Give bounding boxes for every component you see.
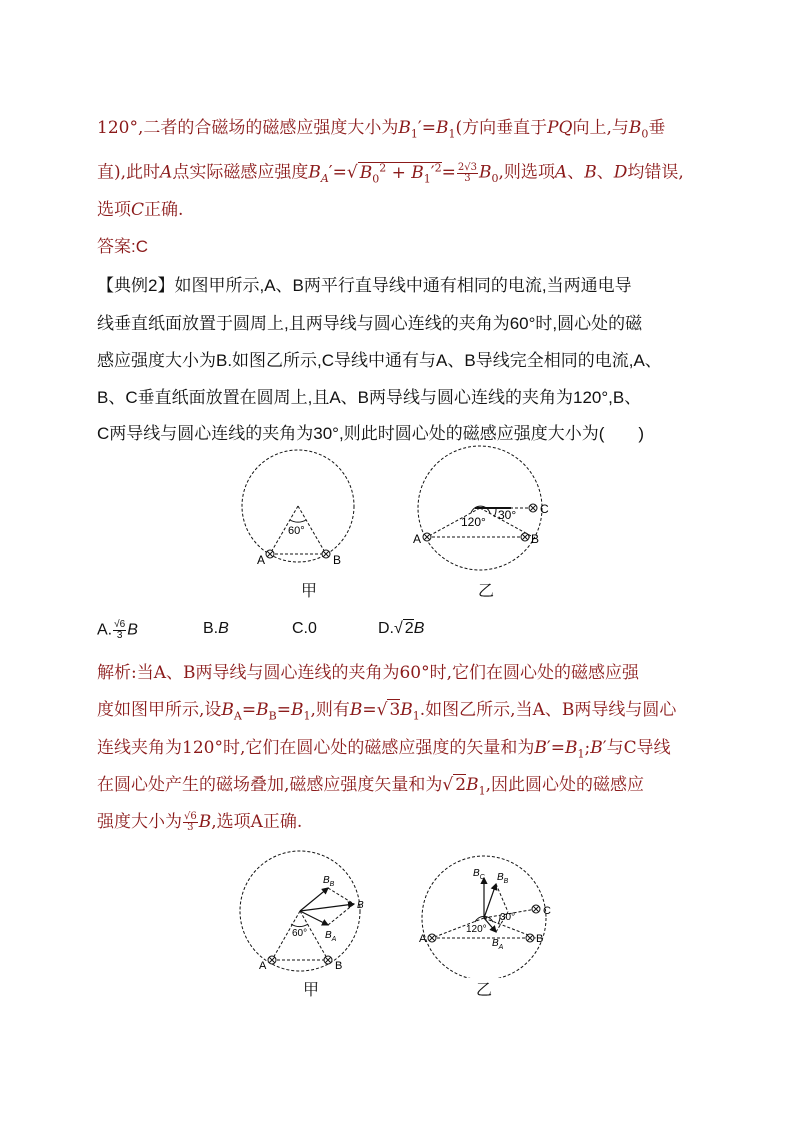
analysis-line2: 度如图甲所示,设$B_A=B_B=B_1$,则有B=√ $3B_1$.如图乙所示,当A、B两导线与圆心 <box>97 700 677 723</box>
frac-num: 2√3 <box>457 161 478 173</box>
text: ; <box>584 738 591 758</box>
vector-bb-letter: B <box>497 872 504 883</box>
example-line4: B、C垂直纸面放置在圆周上,且A、B两导线与圆心连线的夹角为120°,B、 <box>97 388 642 407</box>
option-var: B <box>218 620 229 637</box>
analysis-line3: 连线夹角为120°时,它们在圆心处的磁感应强度的矢量和为$B'=B_1;B'$与C导线 <box>97 738 671 761</box>
label-c: C <box>543 905 551 917</box>
label-a: A <box>257 553 266 567</box>
wire-a-icon <box>423 533 431 541</box>
vector-ba-label: $B_A$ <box>492 938 504 951</box>
text: 向上,与 <box>572 118 629 138</box>
answer-label: 答案: <box>97 237 136 256</box>
option-value: 0 <box>308 620 317 637</box>
vector-ba-letter: B <box>325 930 332 941</box>
option-radicand: 2 <box>404 620 414 637</box>
option-c[interactable] <box>292 620 317 638</box>
vector-b-label: B <box>357 900 364 911</box>
text: PQ <box>547 118 573 138</box>
figure-top-yi <box>413 446 549 570</box>
text: ,则选项 <box>498 162 555 183</box>
text: 连线夹角为120°时,它们在圆心处的磁感应强度的矢量和为 <box>97 738 535 758</box>
caption-yi: 乙 <box>478 581 495 600</box>
frac-den: 3 <box>187 822 194 833</box>
text: 如图甲所示,A、B两平行直导线中通有相同的电流,当两通电导 <box>174 276 632 295</box>
wire-c-icon <box>532 905 540 913</box>
prev-solution-line2: 直),此时A点实际磁感应强度$B_A'=√$ $B_0^2 + B_1'^2=$ $\frac{2√3}{3}$ $B_0$,则选项A、B、D均错误, <box>97 161 684 186</box>
text: 选项 <box>97 200 131 220</box>
wire-b-icon <box>521 533 529 541</box>
wire-a-icon <box>266 550 274 558</box>
wire-b-icon <box>324 956 332 964</box>
text: 直),此时 <box>97 162 161 183</box>
label-a: A <box>413 532 422 546</box>
text: 度如图甲所示,设 <box>97 700 222 720</box>
text: ,选项A正确. <box>211 812 303 832</box>
example-line2: 线垂直纸面放置于圆周上,且两导线与圆心连线的夹角为60°时,圆心处的磁 <box>97 314 643 333</box>
vector-ba-letter: B <box>492 938 499 949</box>
text: 正确. <box>144 200 184 220</box>
option-a[interactable] <box>97 620 138 641</box>
label-a: A <box>419 933 427 945</box>
text: 与C导线 <box>606 738 671 758</box>
figure-bottom-jia <box>240 851 364 972</box>
wire-a-icon <box>428 934 436 942</box>
text: 、 <box>596 162 614 183</box>
caption-jia-bottom: 甲 <box>303 980 320 999</box>
label-a: A <box>259 960 267 972</box>
label-b: B <box>335 960 343 972</box>
prev-solution-line1: 120°,二者的合磁场的磁感应强度大小为$B_1'=B_1$(方向垂直于PQ向上,与$B_0$垂 <box>97 118 666 141</box>
option-label: C. <box>292 620 308 637</box>
text: C <box>131 200 145 220</box>
vector-bb-label: $B_B$ <box>497 872 509 885</box>
angle-label: 60° <box>288 525 305 537</box>
analysis-line4: 在圆心处产生的磁场叠加,磁感应强度矢量和为√ $2B_1$,因此圆心处的磁感应 <box>97 775 644 798</box>
text: D <box>613 162 628 183</box>
figure-top <box>230 445 570 580</box>
vector-bb <box>484 884 496 918</box>
parallelogram-edge <box>496 884 508 912</box>
option-label: A. <box>97 621 113 639</box>
vector-bb-letter: B <box>323 875 330 886</box>
text: 垂 <box>648 118 666 138</box>
example-line1 <box>97 274 632 298</box>
label-c: C <box>540 502 549 516</box>
wire-a-icon <box>268 956 276 964</box>
option-var: B <box>127 621 138 639</box>
frac-num: √6 <box>114 619 126 630</box>
prev-solution-line3 <box>97 198 183 222</box>
vector-ba <box>300 911 328 925</box>
frac-den: 3 <box>116 630 123 641</box>
angle-label-120: 120° <box>466 924 487 935</box>
fraction <box>113 620 126 641</box>
vector-ba-label: $B_A$ <box>325 930 337 943</box>
text: 120°,二者的合磁场的磁感应强度大小为 <box>97 118 399 138</box>
option-label: D. <box>378 620 394 637</box>
fraction <box>457 163 478 184</box>
figure-bottom-yi <box>419 856 551 978</box>
example-title: 【典例2】 <box>97 276 175 295</box>
vector-bb-label: $B_B$ <box>323 875 335 888</box>
fraction <box>183 812 198 833</box>
frac-num: √6 <box>184 811 197 822</box>
label-b: B <box>333 553 342 567</box>
option-label: B. <box>203 620 219 637</box>
answer-line <box>97 235 148 259</box>
angle-label-30: 30° <box>500 912 516 923</box>
angle-arc-30 <box>494 508 496 517</box>
parallelogram-edge <box>328 888 354 904</box>
angle-label-30: 30° <box>498 508 517 522</box>
example-line3: 感应强度大小为B.如图乙所示,C导线中通有与A、B导线完全相同的电流,A、 <box>97 351 662 370</box>
text: A <box>554 162 568 183</box>
analysis-line5: 强度大小为 $\frac{√6}{3}$ B,选项A正确. <box>97 811 303 833</box>
text: ,则有 <box>310 700 350 720</box>
label-b: B <box>531 532 540 546</box>
text: A <box>160 162 173 183</box>
analysis-line1: 解析:当A、B两导线与圆心连线的夹角为60°时,它们在圆心处的磁感应强 <box>97 663 640 683</box>
figure-top-jia <box>242 450 354 567</box>
text: .如图乙所示,当A、B两导线与圆心 <box>419 700 677 720</box>
vector-bc-label: $B_C$ <box>473 868 485 881</box>
text: 均错误, <box>627 162 684 183</box>
text: B <box>584 162 597 183</box>
option-d[interactable]: D.√ 2B <box>378 620 425 637</box>
wire-c-icon <box>529 504 537 512</box>
text: 在圆心处产生的磁场叠加,磁感应强度矢量和为 <box>97 775 443 795</box>
vector-bc-letter: B <box>473 868 480 879</box>
example-line5: C两导线与圆心连线的夹角为30°,则此时圆心处的磁感应强度大小为( ) <box>97 424 645 443</box>
angle-arc <box>290 520 306 522</box>
angle-label-120: 120° <box>461 515 486 529</box>
text: 、 <box>567 162 585 183</box>
text: (方向垂直于 <box>455 118 548 138</box>
angle-arc <box>291 924 308 927</box>
option-b[interactable] <box>203 620 229 638</box>
label-b: B <box>536 933 544 945</box>
text: ,因此圆心处的磁感应 <box>485 775 644 795</box>
caption-yi-bottom: 乙 <box>476 980 493 999</box>
frac-den: 3 <box>464 172 471 184</box>
angle-label: 60° <box>292 928 308 939</box>
wire-b-icon <box>322 550 330 558</box>
figure-bottom <box>230 848 570 978</box>
text: 强度大小为 <box>97 812 182 832</box>
caption-jia: 甲 <box>301 581 318 600</box>
answer-value: C <box>135 237 149 256</box>
option-var: B <box>413 620 425 637</box>
text: 点实际磁感应强度 <box>172 162 309 183</box>
wire-b-icon <box>526 934 534 942</box>
